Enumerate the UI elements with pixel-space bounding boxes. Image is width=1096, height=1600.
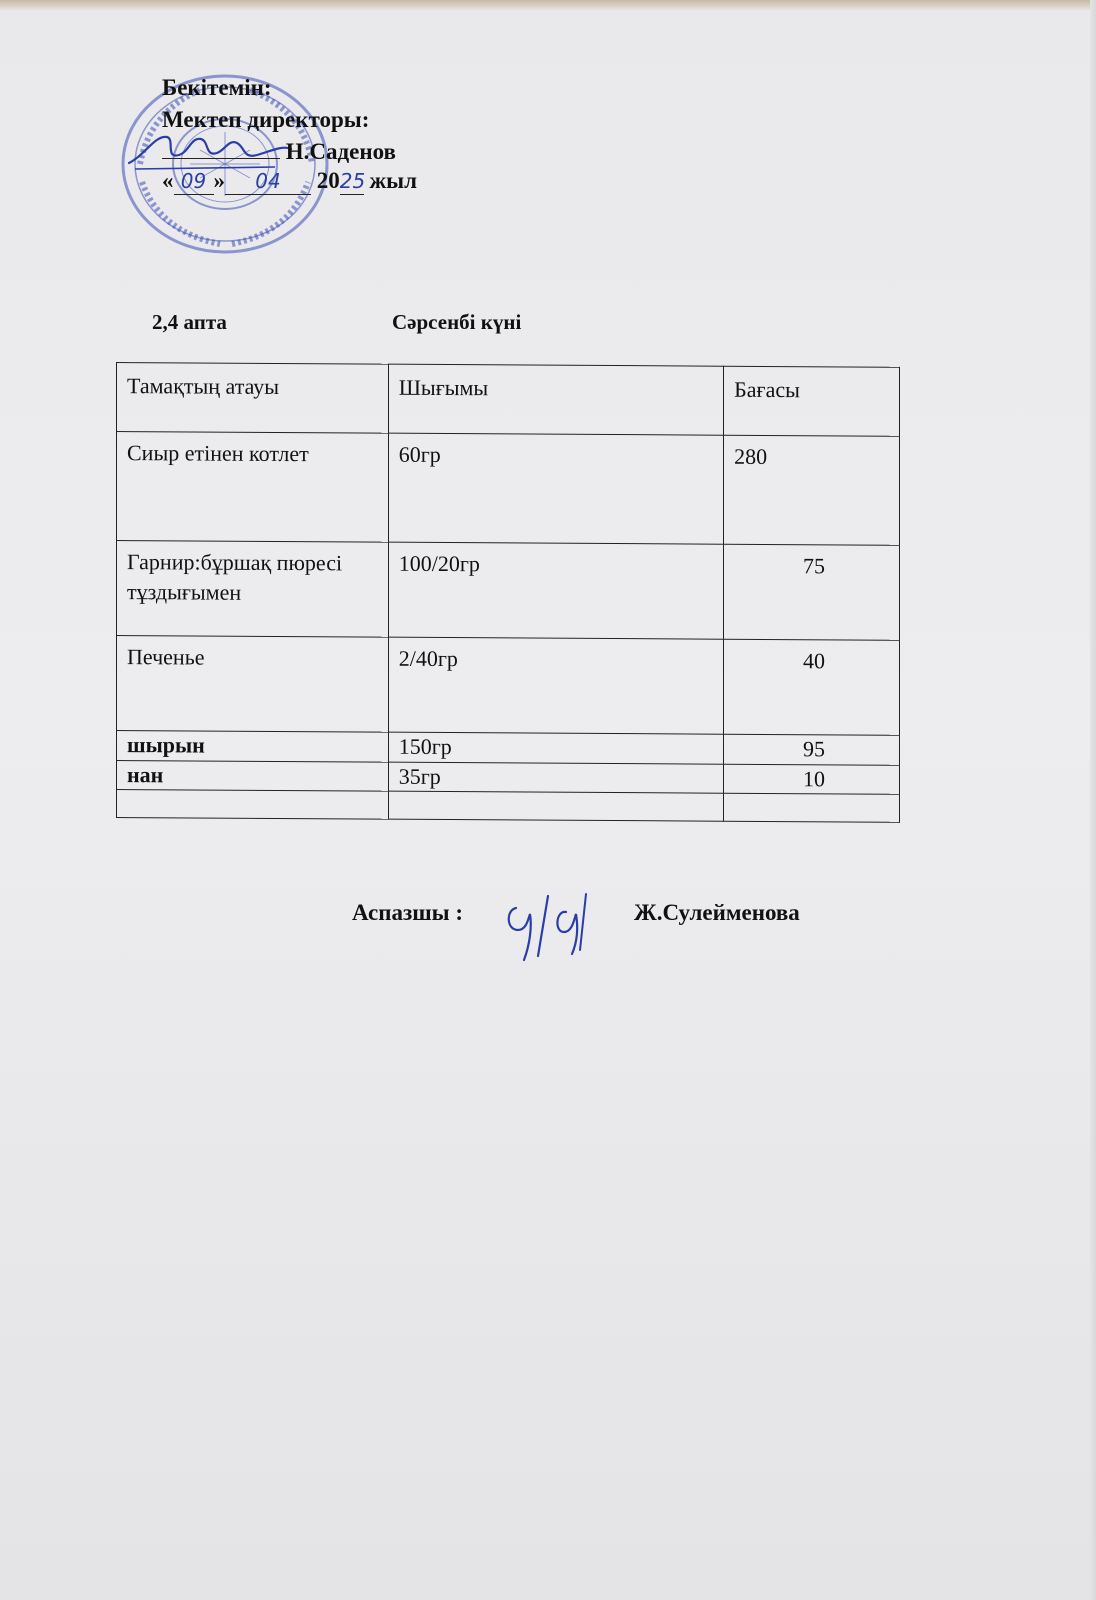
header-dish-name: Тамақтың атауы [117, 363, 389, 433]
dish-yield: 35гр [388, 762, 723, 794]
paper-right-edge [1090, 0, 1096, 1600]
dish-name: нан [117, 760, 389, 791]
table-row [117, 731, 900, 765]
dish-name: Сиыр етінен котлет [117, 431, 389, 542]
dish-yield: 100/20гр [388, 542, 723, 639]
cook-signature [502, 890, 594, 962]
approved-label: Бекітемін: [162, 75, 272, 100]
dish-price [724, 794, 900, 823]
approval-date [162, 168, 417, 195]
dish-name: Печенье [117, 635, 389, 732]
table-header-row [117, 363, 900, 436]
approval-block [162, 72, 396, 168]
header-yield: Шығымы [388, 364, 723, 435]
dish-price: 75 [724, 544, 900, 640]
dish-name: Гарнир:бұршақ пюресі тұздығымен [117, 540, 389, 637]
cook-label: Аспазшы : [352, 900, 464, 925]
dish-price: 280 [724, 435, 900, 545]
date-day-blank [174, 168, 214, 195]
dish-yield [388, 791, 723, 821]
date-year-prefix: 20 [316, 168, 340, 193]
dish-name [117, 790, 389, 819]
dish-name: шырын [117, 731, 389, 762]
date-month: 04 [255, 169, 281, 193]
dish-price: 95 [724, 734, 900, 765]
week-label: 2,4 апта [152, 310, 227, 334]
date-month-blank [225, 168, 311, 195]
date-year-blank [340, 168, 364, 195]
table-row [117, 760, 900, 794]
paper-top-edge [0, 0, 1096, 10]
date-year-word: жыл [369, 168, 418, 193]
menu-table [116, 362, 900, 823]
table-row-empty [117, 790, 900, 822]
dish-yield: 60гр [388, 433, 723, 544]
dish-yield: 2/40гр [388, 637, 723, 734]
table-row [117, 540, 900, 640]
dish-yield: 150гр [388, 732, 723, 764]
dish-price: 40 [724, 639, 900, 735]
director-name: Н.Саденов [285, 139, 396, 164]
date-day: 09 [180, 169, 207, 193]
day-label: Сәрсенбі күні [392, 310, 522, 334]
director-title: Мектеп директоры: [162, 107, 370, 132]
date-close-quote: » [213, 168, 225, 193]
date-open-quote: « [162, 168, 174, 193]
signature-blank [162, 138, 280, 159]
table-row [117, 635, 900, 735]
dish-price: 10 [724, 764, 900, 795]
date-year-suffix: 25 [339, 169, 366, 193]
table-row [117, 431, 900, 545]
header-price: Бағасы [724, 366, 900, 436]
director-line [162, 136, 396, 168]
cook-name: Ж.Сулейменова [634, 900, 800, 925]
